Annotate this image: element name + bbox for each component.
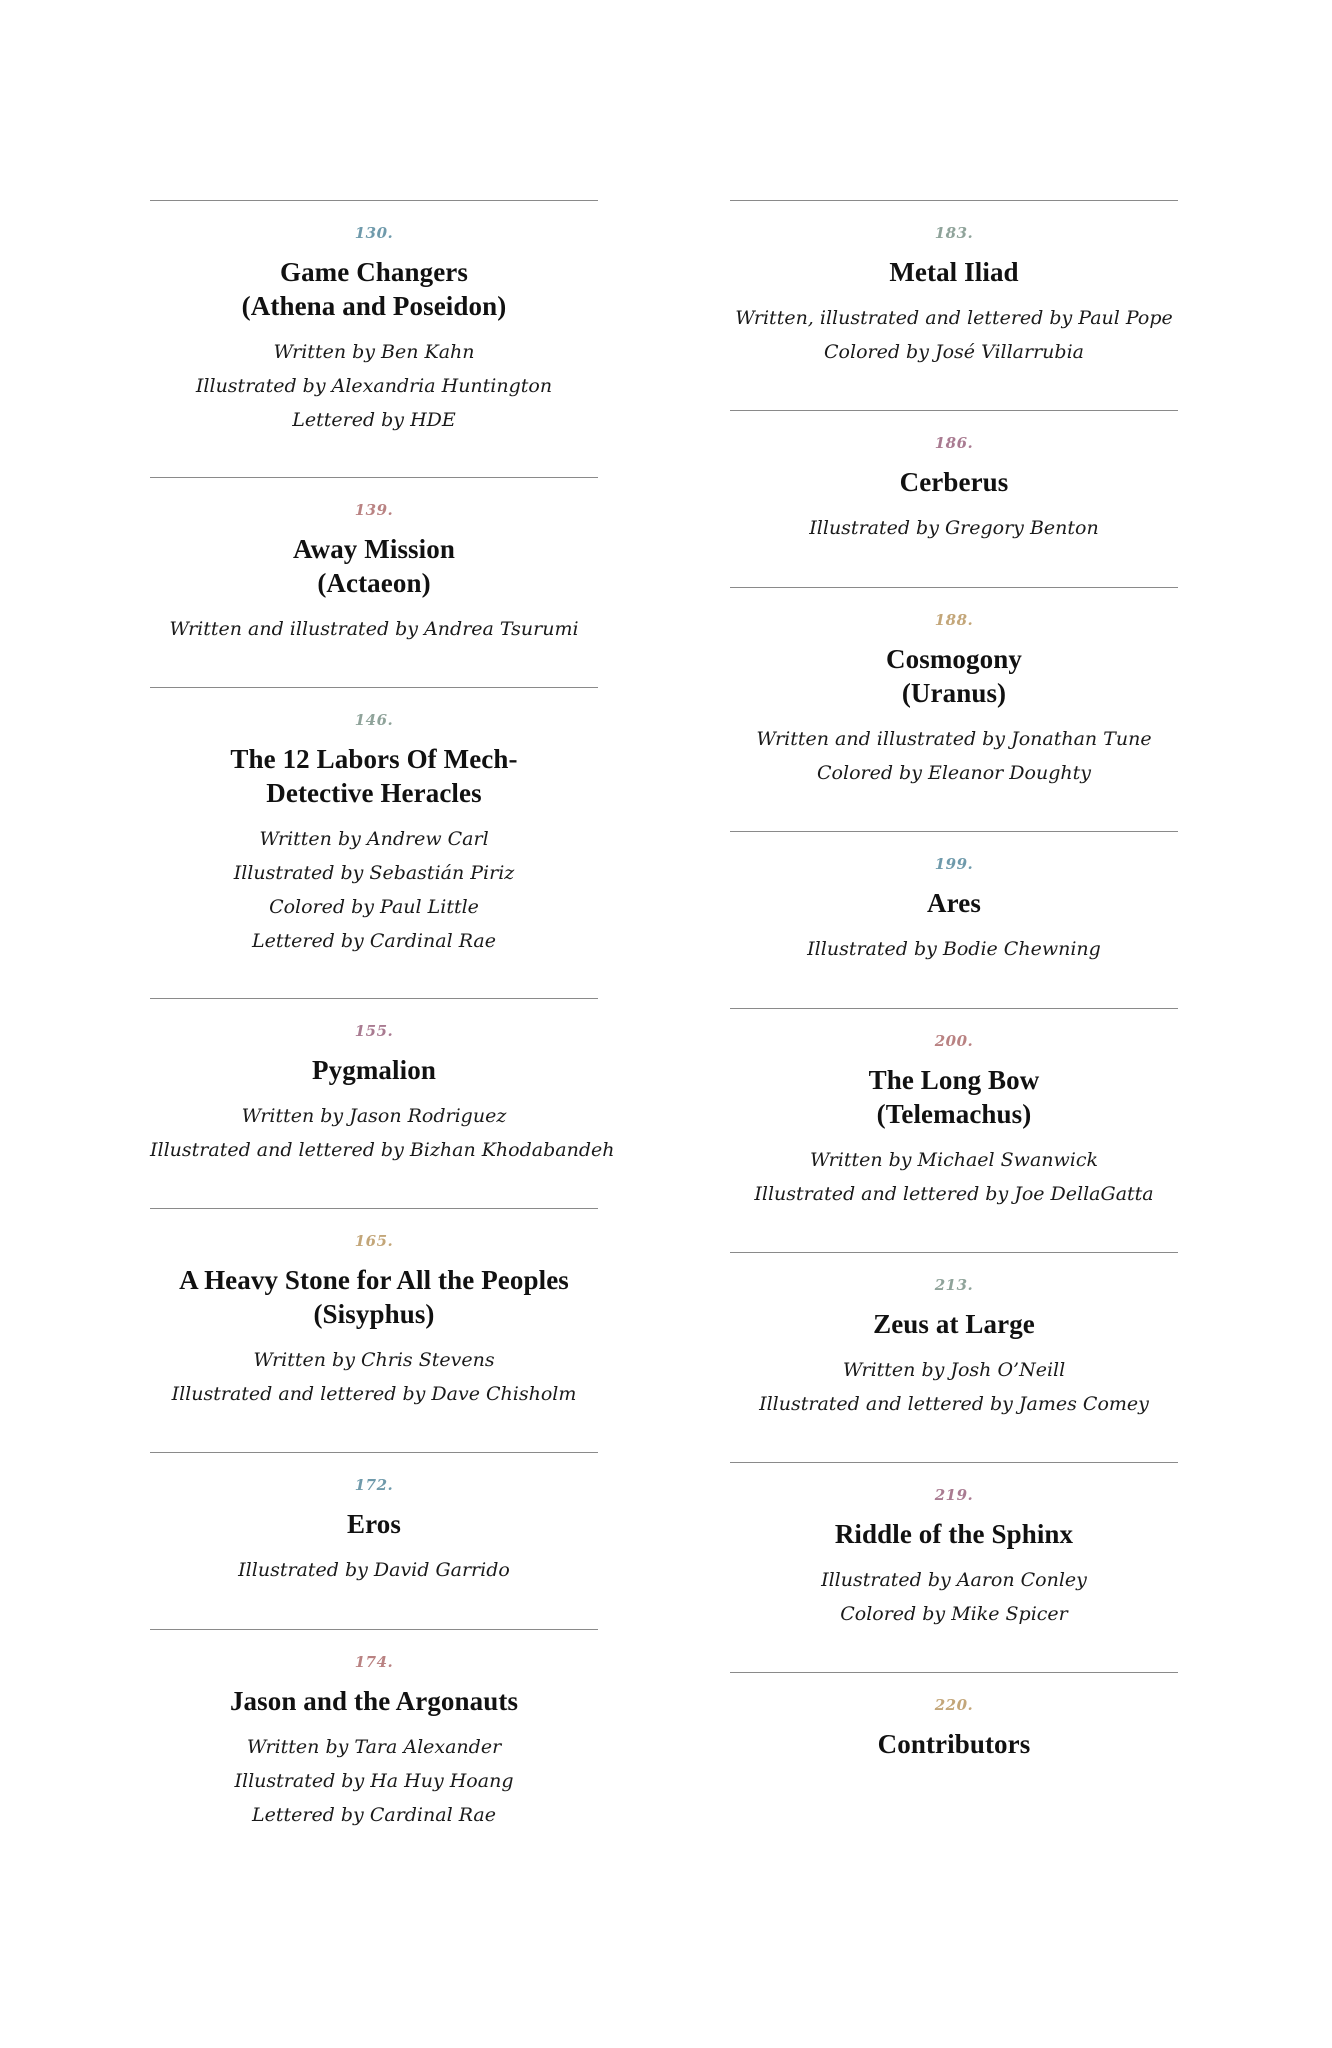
toc-entry[interactable]: [730, 1462, 1178, 1672]
toc-entry[interactable]: [150, 1208, 598, 1452]
story-title: Cosmogony (Uranus): [886, 644, 1022, 708]
toc-entry[interactable]: [150, 200, 598, 477]
toc-entry[interactable]: [150, 1629, 598, 1859]
page-number: 199.: [934, 855, 974, 873]
toc-entry[interactable]: [150, 687, 598, 998]
page-number: 188.: [934, 611, 974, 629]
credits: Illustrated by Gregory Benton: [809, 517, 1099, 539]
toc-entry[interactable]: [730, 831, 1178, 1008]
page-number: 174.: [354, 1653, 394, 1671]
story-title: Ares: [927, 888, 981, 918]
page-number: 165.: [354, 1232, 394, 1250]
toc-column-right: [730, 200, 1178, 1782]
story-title: Pygmalion: [312, 1055, 436, 1085]
page-number: 213.: [934, 1276, 974, 1294]
credits: Written, illustrated and lettered by Paul Pope Colored by José Villarrubia: [735, 307, 1173, 363]
page-number: 155.: [354, 1022, 394, 1040]
credits: Written by Jason Rodriguez Illustrated and lettered by Bizhan Khodabandeh: [150, 1105, 615, 1161]
story-title: Eros: [347, 1509, 401, 1539]
credits: Written by Chris Stevens Illustrated and lettered by Dave Chisholm: [171, 1349, 577, 1405]
page-number: 186.: [934, 434, 974, 452]
credits: Illustrated by David Garrido: [238, 1559, 510, 1581]
credits: Written and illustrated by Andrea Tsurumi: [169, 618, 579, 640]
credits: Written by Andrew Carl Illustrated by Sebastián Piriz Colored by Paul Little Lettered by Cardinal Rae: [233, 828, 515, 952]
credits: Illustrated by Bodie Chewning: [807, 938, 1101, 960]
page-number: 200.: [934, 1032, 974, 1050]
toc-entry[interactable]: [150, 998, 615, 1208]
toc-entry[interactable]: [150, 1452, 598, 1629]
toc-entry[interactable]: [150, 477, 598, 687]
credits: Illustrated by Aaron Conley Colored by Mike Spicer: [821, 1569, 1087, 1625]
toc-column-left: [150, 200, 615, 1859]
story-title: A Heavy Stone for All the Peoples (Sisyphus): [179, 1265, 569, 1329]
story-title: Game Changers (Athena and Poseidon): [241, 257, 507, 321]
page-number: 172.: [354, 1476, 394, 1494]
credits: Written by Tara Alexander Illustrated by Ha Huy Hoang Lettered by Cardinal Rae: [234, 1736, 514, 1826]
toc-entry[interactable]: [730, 587, 1178, 831]
story-title: Jason and the Argonauts: [229, 1686, 519, 1716]
page-number: 130.: [354, 224, 394, 242]
toc-entry[interactable]: [730, 200, 1178, 410]
page-number: 219.: [934, 1486, 974, 1504]
story-title: Cerberus: [899, 467, 1009, 497]
story-title: The Long Bow (Telemachus): [868, 1065, 1040, 1129]
toc-entry[interactable]: [730, 410, 1178, 587]
story-title: Contributors: [877, 1729, 1031, 1759]
page-number: 220.: [934, 1696, 974, 1714]
story-title: Zeus at Large: [873, 1309, 1035, 1339]
story-title: Metal Iliad: [889, 257, 1019, 287]
page-number: 146.: [354, 711, 394, 729]
toc-entry[interactable]: [730, 1672, 1178, 1782]
page-number: 139.: [354, 501, 394, 519]
page-number: 183.: [934, 224, 974, 242]
story-title: Riddle of the Sphinx: [834, 1519, 1074, 1549]
toc-entry[interactable]: [730, 1008, 1178, 1252]
toc-entry[interactable]: [730, 1252, 1178, 1462]
credits: Written by Josh O’Neill Illustrated and lettered by James Comey: [759, 1359, 1149, 1415]
story-title: Away Mission (Actaeon): [293, 534, 455, 598]
credits: Written and illustrated by Jonathan Tune Colored by Eleanor Doughty: [756, 728, 1152, 784]
story-title: The 12 Labors Of Mech- Detective Heracles: [230, 744, 518, 808]
credits: Written by Ben Kahn Illustrated by Alexandria Huntington Lettered by HDE: [195, 341, 553, 431]
credits: Written by Michael Swanwick Illustrated and lettered by Joe DellaGatta: [754, 1149, 1154, 1205]
